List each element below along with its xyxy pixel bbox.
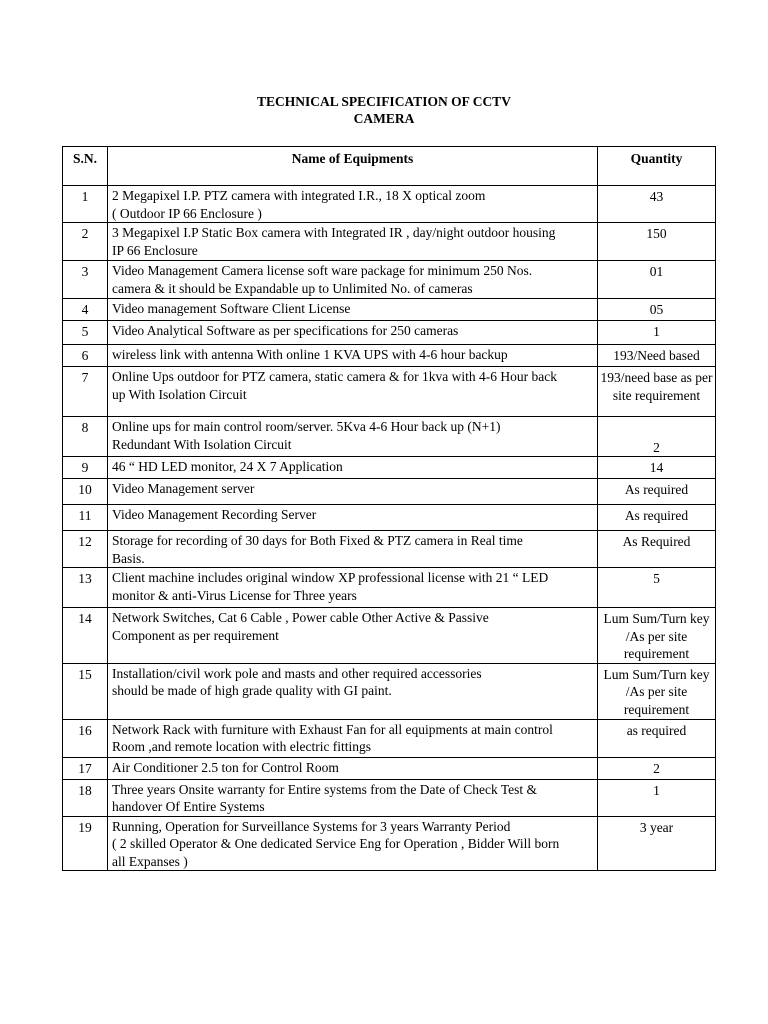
row-quantity: 2 — [598, 757, 716, 779]
row-quantity: 01 — [598, 261, 716, 299]
row-equipment-name — [108, 719, 598, 757]
row-serial-number: 4 — [63, 299, 108, 321]
table-row — [63, 223, 716, 261]
table-row — [63, 417, 716, 457]
equipment-line: Video management Software Client License — [112, 301, 351, 316]
equipment-line: Video Analytical Software as per specifications for 250 cameras — [112, 323, 459, 338]
row-quantity: Lum Sum/Turn key /As per site requirement — [598, 608, 716, 664]
row-serial-number: 9 — [63, 457, 108, 479]
row-quantity: 2 — [598, 417, 716, 457]
table-row — [63, 457, 716, 479]
row-equipment-name — [108, 779, 598, 816]
equipment-line: Air Conditioner 2.5 ton for Control Room — [112, 759, 339, 775]
header-name-of-equipments: Name of Equipments — [108, 147, 598, 186]
row-serial-number: 12 — [63, 531, 108, 568]
equipment-line: Online ups for main control room/server. 5Kva 4-6 Hour back up (N+1) — [112, 419, 501, 434]
equipment-line: Room ,and remote location with electric fittings — [112, 739, 372, 754]
table-row — [63, 186, 716, 223]
header-sn: S.N. — [63, 147, 108, 186]
equipment-line: ( 2 skilled Operator & One dedicated Service Eng for Operation , Bidder Will born — [112, 836, 560, 851]
row-quantity: 193/need base as per site requirement — [598, 367, 716, 417]
row-quantity: 3 year — [598, 816, 716, 871]
row-serial-number: 17 — [63, 757, 108, 779]
table-row — [63, 663, 716, 719]
equipment-line: Video Management Recording Server — [112, 507, 317, 522]
table-row — [63, 719, 716, 757]
specification-table — [62, 146, 716, 871]
table-row — [63, 531, 716, 568]
row-equipment-name — [108, 568, 598, 608]
equipment-line: all Expanses ) — [112, 853, 188, 869]
equipment-line: Video Management server — [112, 481, 255, 496]
row-equipment-name — [108, 457, 598, 479]
equipment-line: Video Management Camera license soft ware package for minimum 250 Nos. — [112, 263, 533, 278]
row-equipment-name — [108, 299, 598, 321]
equipment-line: Client machine includes original window XP professional license with 21 “ LED — [112, 570, 549, 585]
row-equipment-name — [108, 321, 598, 345]
row-quantity: As required — [598, 479, 716, 505]
row-quantity: 05 — [598, 299, 716, 321]
equipment-line: 2 Megapixel I.P. PTZ camera with integrated I.R., 18 X optical zoom — [112, 188, 486, 203]
row-quantity: As Required — [598, 531, 716, 568]
equipment-line: monitor & anti-Virus License for Three years — [112, 587, 357, 603]
row-quantity: 43 — [598, 186, 716, 223]
equipment-line: Network Rack with furniture with Exhaust Fan for all equipments at main control — [112, 721, 553, 737]
row-quantity: 1 — [598, 779, 716, 816]
row-equipment-name — [108, 479, 598, 505]
equipment-line: Installation/civil work pole and masts and other required accessories — [112, 665, 482, 681]
row-serial-number: 19 — [63, 816, 108, 871]
row-serial-number: 14 — [63, 608, 108, 664]
table-row — [63, 345, 716, 367]
equipment-line: IP 66 Enclosure — [112, 242, 198, 258]
row-equipment-name — [108, 345, 598, 367]
document-title-line1: TECHNICAL SPECIFICATION OF CCTV — [257, 94, 511, 109]
table-row — [63, 816, 716, 871]
row-serial-number: 2 — [63, 223, 108, 261]
row-equipment-name — [108, 417, 598, 457]
row-serial-number: 1 — [63, 186, 108, 223]
equipment-line: wireless link with antenna With online 1 KVA UPS with 4-6 hour backup — [112, 347, 508, 362]
row-equipment-name — [108, 367, 598, 417]
table-body — [63, 186, 716, 871]
row-serial-number: 7 — [63, 367, 108, 417]
row-quantity: 150 — [598, 223, 716, 261]
document-title-line2: CAMERA — [353, 111, 415, 126]
row-serial-number: 10 — [63, 479, 108, 505]
row-equipment-name — [108, 663, 598, 719]
row-serial-number: 11 — [63, 505, 108, 531]
equipment-line: ( Outdoor IP 66 Enclosure ) — [112, 205, 262, 221]
equipment-line: Component as per requirement — [112, 627, 279, 643]
row-equipment-name — [108, 816, 598, 871]
table-row — [63, 321, 716, 345]
table-row — [63, 367, 716, 417]
table-row — [63, 479, 716, 505]
row-serial-number: 6 — [63, 345, 108, 367]
row-equipment-name — [108, 757, 598, 779]
row-serial-number: 16 — [63, 719, 108, 757]
row-quantity: as required — [598, 719, 716, 757]
row-serial-number: 18 — [63, 779, 108, 816]
equipment-line: up With Isolation Circuit — [112, 386, 247, 402]
equipment-line: Running, Operation for Surveillance Systems for 3 years Warranty Period — [112, 818, 511, 834]
row-equipment-name — [108, 505, 598, 531]
table-row — [63, 757, 716, 779]
row-equipment-name — [108, 608, 598, 664]
table-row — [63, 505, 716, 531]
equipment-line: handover Of Entire Systems — [112, 799, 265, 814]
row-quantity: 14 — [598, 457, 716, 479]
table-row — [63, 779, 716, 816]
table-row — [63, 261, 716, 299]
equipment-line: Three years Onsite warranty for Entire systems from the Date of Check Test & — [112, 781, 538, 797]
row-quantity: As required — [598, 505, 716, 531]
row-equipment-name — [108, 186, 598, 223]
equipment-line: 46 “ HD LED monitor, 24 X 7 Application — [112, 459, 343, 474]
row-serial-number: 15 — [63, 663, 108, 719]
equipment-line: Redundant With Isolation Circuit — [112, 436, 292, 452]
row-equipment-name — [108, 261, 598, 299]
table-row — [63, 299, 716, 321]
table-row — [63, 568, 716, 608]
header-quantity: Quantity — [598, 147, 716, 186]
row-serial-number: 8 — [63, 417, 108, 457]
equipment-line: Basis. — [112, 550, 145, 566]
equipment-line: camera & it should be Expandable up to Unlimited No. of cameras — [112, 280, 473, 296]
table-header-row — [63, 147, 716, 186]
equipment-line: Online Ups outdoor for PTZ camera, static camera & for 1kva with 4-6 Hour back — [112, 369, 557, 384]
row-quantity: 1 — [598, 321, 716, 345]
equipment-line: 3 Megapixel I.P Static Box camera with Integrated IR , day/night outdoor housing — [112, 225, 556, 240]
row-equipment-name — [108, 531, 598, 568]
row-serial-number: 13 — [63, 568, 108, 608]
equipment-line: Storage for recording of 30 days for Both Fixed & PTZ camera in Real time — [112, 533, 523, 548]
row-serial-number: 5 — [63, 321, 108, 345]
row-equipment-name — [108, 223, 598, 261]
row-quantity: 193/Need based — [598, 345, 716, 367]
row-quantity: Lum Sum/Turn key /As per site requirement — [598, 663, 716, 719]
table-row — [63, 608, 716, 664]
equipment-line: Network Switches, Cat 6 Cable , Power cable Other Active & Passive — [112, 610, 489, 625]
row-serial-number: 3 — [63, 261, 108, 299]
equipment-line: should be made of high grade quality with GI paint. — [112, 683, 392, 698]
row-quantity: 5 — [598, 568, 716, 608]
